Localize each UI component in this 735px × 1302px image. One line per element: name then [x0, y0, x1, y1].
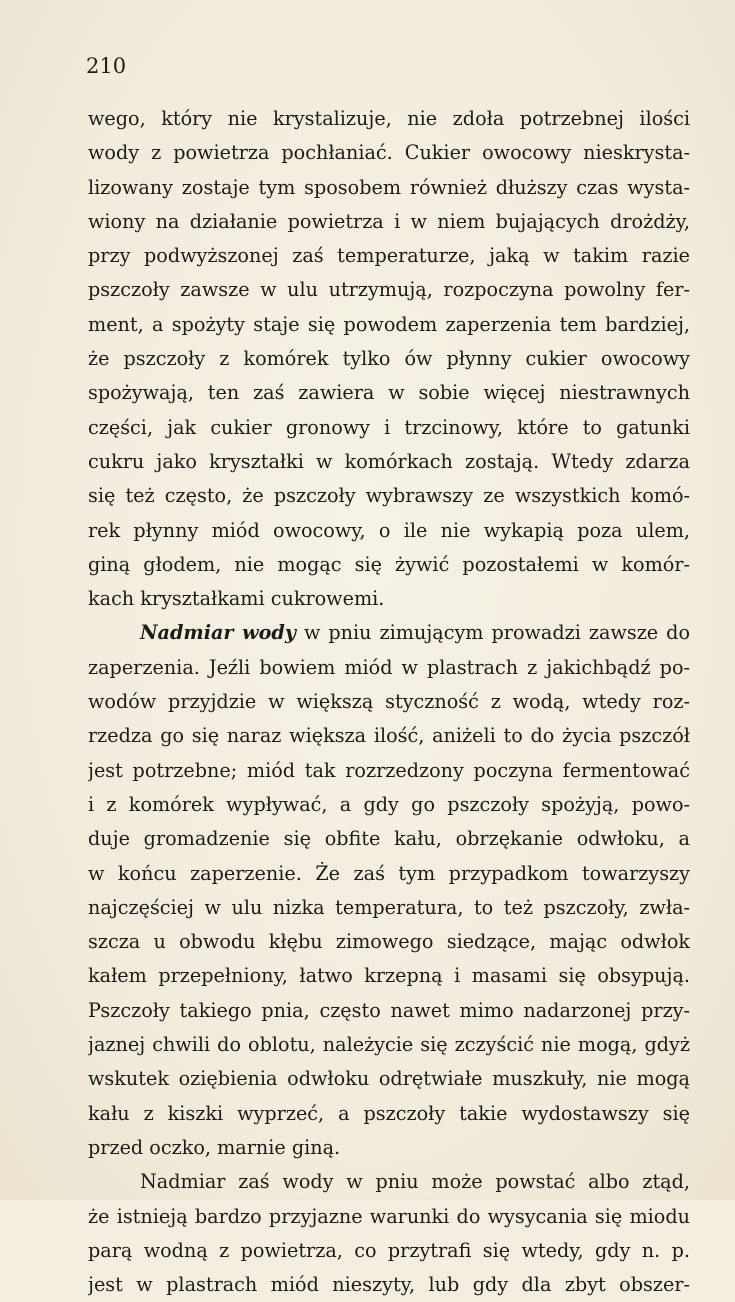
page-number: 210 — [86, 54, 127, 78]
line-text: wskutek oziębienia odwłoku odrętwiałe muszkuły, nie mogą — [88, 1067, 690, 1091]
text-line — [88, 1234, 690, 1268]
line-text: szcza u obwodu kłębu zimowego siedzące, mając odwłok — [88, 930, 690, 954]
text-line — [88, 959, 690, 993]
text-line — [88, 616, 690, 650]
text-line — [88, 857, 690, 891]
line-text: cukru jako kryształki w komórkach zostają. Wtedy zdarza — [88, 449, 690, 473]
text-line — [88, 514, 690, 548]
line-text: wego, który nie krystalizuje, nie zdoła potrzebnej ilości — [88, 107, 690, 130]
text-line — [88, 1062, 690, 1096]
line-text: pszczoły zawsze w ulu utrzymują, rozpoczyna powolny fer- — [88, 278, 690, 302]
line-text: kach kryształkami cukrowemi. — [88, 587, 385, 611]
line-text: parą wodną z powietrza, co przytrafi się wtedy, gdy n. p. — [88, 1238, 690, 1262]
line-text: rek płynny miód owocowy, o ile nie wykapią poza ulem, — [88, 518, 690, 542]
text-line — [88, 445, 690, 479]
text-line — [88, 1165, 690, 1199]
text-line — [88, 1097, 690, 1131]
line-text: giną głodem, nie mogąc się żywić pozostałemi w komór- — [88, 552, 690, 576]
line-text: lizowany zostaje tym sposobem również dłuższy czas wysta- — [88, 175, 690, 199]
line-text: wody z powietrza pochłaniać. Cukier owocowy nieskrysta- — [88, 141, 690, 165]
line-text: kałem przepełniony, łatwo krzepną i masami się obsypują. — [88, 964, 690, 988]
text-line — [88, 171, 690, 205]
page-body-text — [88, 102, 690, 1302]
text-line — [88, 411, 690, 445]
text-line — [88, 685, 690, 719]
text-line — [88, 342, 690, 376]
text-line — [88, 273, 690, 307]
text-line — [88, 994, 690, 1028]
line-text: części, jak cukier gronowy i trzcinowy, które to gatunki — [88, 415, 690, 439]
text-line — [88, 102, 690, 136]
line-text: przed oczko, marnie giną. — [88, 1135, 341, 1159]
line-text: wiony na działanie powietrza i w niem bujających drożdży, — [88, 209, 690, 233]
line-text: rzedza go się naraz większa ilość, aniżeli to do życia pszczół — [88, 724, 690, 748]
line-text: że istnieją bardzo przyjazne warunki do wysycania się miodu — [88, 1204, 690, 1228]
text-line — [88, 925, 690, 959]
text-line — [88, 822, 690, 856]
line-text: i z komórek wypływać, a gdy go pszczoły spożyją, powo- — [88, 792, 690, 816]
emphasized-term: Nadmiar wody — [140, 621, 296, 645]
text-line — [88, 891, 690, 925]
line-text: jest w plastrach miód nieszyty, lub gdy dla zbyt obszer- — [88, 1273, 690, 1297]
line-text: że pszczoły z komórek tylko ów płynny cukier owocowy — [88, 347, 690, 371]
text-line — [88, 1268, 690, 1302]
line-text: ment, a spożyty staje się powodem zaperzenia tem bardziej, — [88, 312, 690, 336]
text-line — [88, 1200, 690, 1234]
line-text: w końcu zaperzenie. Że zaś tym przypadkom towarzyszy — [88, 861, 690, 885]
line-text: w pniu zimującym prowadzi zawsze do — [295, 621, 690, 645]
text-line — [88, 239, 690, 273]
text-line — [88, 136, 690, 170]
text-line — [88, 1028, 690, 1062]
line-text: spożywają, ten zaś zawiera w sobie więcej niestrawnych — [88, 381, 690, 405]
line-text: jaznej chwili do oblotu, należycie się zczyścić nie mogą, gdyż — [88, 1033, 690, 1057]
text-line — [88, 719, 690, 753]
line-text: duje gromadzenie się obfite kału, obrzękanie odwłoku, a — [88, 827, 690, 851]
text-line — [88, 1131, 690, 1165]
text-line — [88, 754, 690, 788]
line-text: się też często, że pszczoły wybrawszy ze wszystkich komó- — [88, 484, 690, 508]
line-text: Nadmiar zaś wody w pniu może powstać albo ztąd, — [140, 1170, 690, 1194]
line-text: wodów przyjdzie w większą styczność z wodą, wtedy roz- — [88, 690, 690, 714]
text-line — [88, 308, 690, 342]
text-line — [88, 582, 690, 616]
line-text: przy podwyższonej zaś temperaturze, jaką w takim razie — [88, 244, 690, 268]
text-line — [88, 788, 690, 822]
text-line — [88, 548, 690, 582]
line-text: jest potrzebne; miód tak rozrzedzony poczyna fermentować — [88, 758, 690, 782]
text-line — [88, 651, 690, 685]
text-line — [88, 479, 690, 513]
text-line — [88, 376, 690, 410]
line-text: zaperzenia. Jeźli bowiem miód w plastrach z jakichbądź po- — [88, 655, 690, 679]
line-text: najczęściej w ulu nizka temperatura, to też pszczoły, zwła- — [88, 895, 690, 919]
line-text: kału z kiszki wyprzeć, a pszczoły takie wydostawszy się — [88, 1101, 690, 1125]
text-line — [88, 205, 690, 239]
line-text: Pszczoły takiego pnia, często nawet mimo nadarzonej przy- — [88, 998, 690, 1022]
